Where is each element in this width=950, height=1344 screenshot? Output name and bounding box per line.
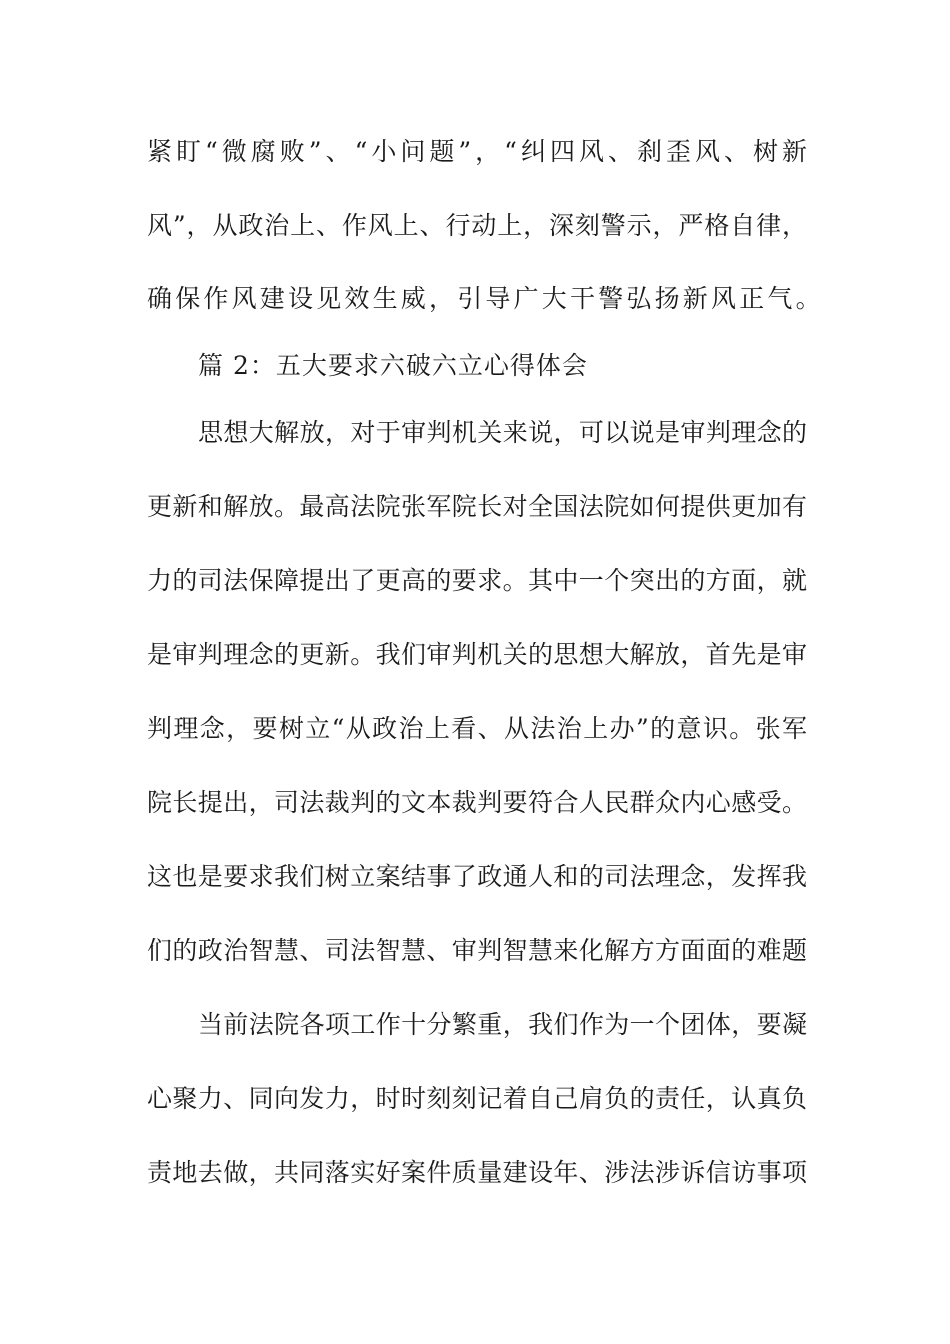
text-line: 更新和解放。最高法院张军院长对全国法院如何提供更加有	[147, 492, 807, 521]
text-line: 判理念，要树立“从政治上看、从法治上办”的意识。张军	[147, 714, 807, 743]
text-line: 心聚力、同向发力，时时刻刻记着自己肩负的责任，认真负	[147, 1084, 807, 1113]
text-line: 这也是要求我们树立案结事了政通人和的司法理念，发挥我	[147, 862, 807, 891]
text-line: 责地去做，共同落实好案件质量建设年、涉法涉诉信访事项	[147, 1158, 807, 1187]
text-line: 力的司法保障提出了更高的要求。其中一个突出的方面，就	[147, 566, 807, 595]
text-line: 思想大解放，对于审判机关来说，可以说是审判理念的	[198, 418, 807, 447]
text-line: 们的政治智慧、司法智慧、审判智慧来化解方方面面的难题	[147, 936, 807, 965]
text-line: 风”，从政治上、作风上、行动上，深刻警示，严格自律，	[147, 211, 807, 240]
section-heading: 篇 2：五大要求六破六立心得体会	[198, 351, 588, 380]
text-line: 院长提出，司法裁判的文本裁判要符合人民群众内心感受。	[147, 788, 807, 817]
text-line: 是审判理念的更新。我们审判机关的思想大解放，首先是审	[147, 640, 807, 669]
text-line: 紧盯“微腐败”、“小问题”，“纠四风、刹歪风、树新	[147, 137, 807, 166]
text-line: 确保作风建设见效生威，引导广大干警弘扬新风正气。	[147, 284, 824, 313]
text-line: 当前法院各项工作十分繁重，我们作为一个团体，要凝	[198, 1010, 807, 1039]
